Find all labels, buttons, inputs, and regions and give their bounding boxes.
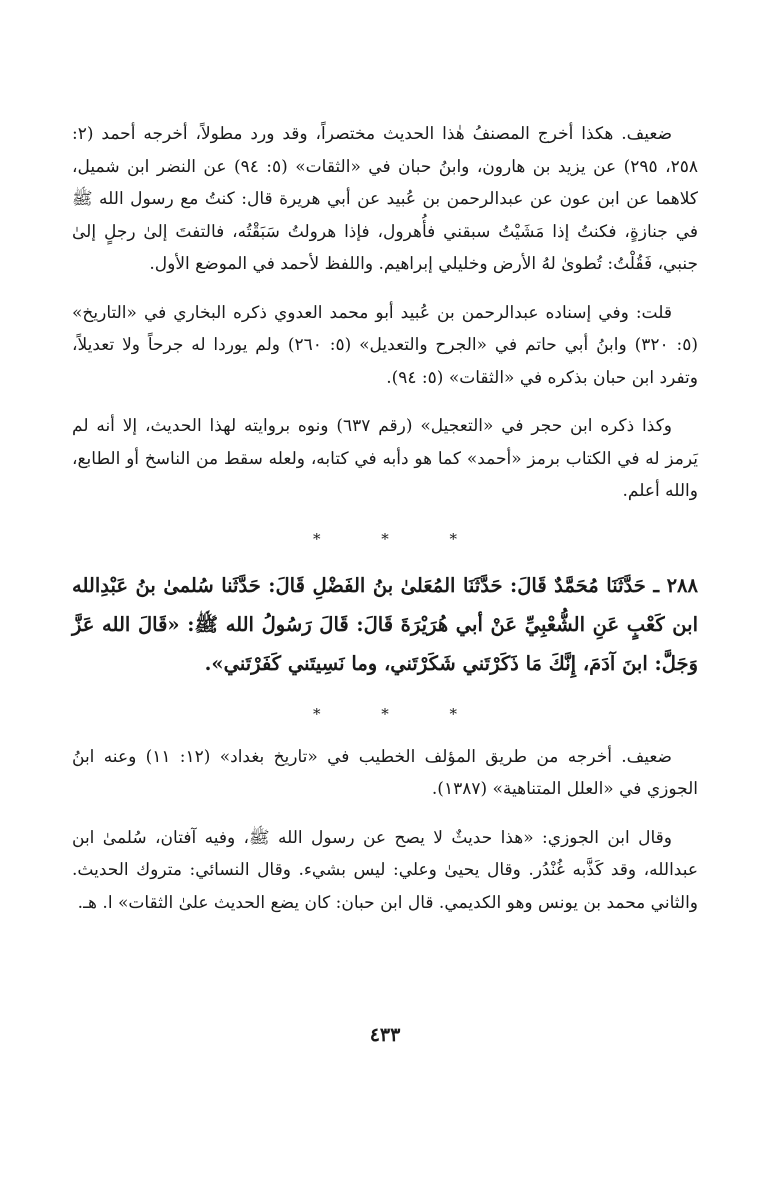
page-number: ٤٣٣ bbox=[369, 1024, 401, 1046]
separator-stars-2: * * * bbox=[312, 704, 486, 723]
paragraph-ibn-jawzi: وقال ابن الجوزي: «هذا حديثٌ لا يصح عن رسول الله ﷺ، وفيه آفتان، سُلمىٰ ابن عبدالله، وقد كَذَّبه غُنْدُر. وقال يحيىٰ وعلي: ليس بشيء. وقال النسائي: متروك الحديث. والثاني محمد بن يونس وهو الكديمي. قال ابن حبان: كان يضع الحديث علىٰ الثقات» ا. هـ. bbox=[72, 827, 698, 913]
paragraph-takhrij-2: ضعيف. أخرجه من طريق المؤلف الخطيب في «تاريخ بغداد» (١٢: ١١) وعنه ابنُ الجوزي في «العلل المتناهية» (١٣٨٧). bbox=[72, 746, 698, 799]
page-body bbox=[72, 118, 698, 919]
paragraph-note: وكذا ذكره ابن حجر في «التعجيل» (رقم ٦٣٧) ونوه بروايته لهذا الحديث، إلا أنه لم يَرمز له في الكتاب برمز «أحمد» كما هو دأبه في كتابه، ولعله سقط من الناسخ أو الطابع، والله أعلم. bbox=[72, 416, 698, 501]
paragraph-takhrij: ضعيف. هكذا أخرج المصنفُ هٰذا الحديث مختصراً، وقد ورد مطولاً، أخرجه أحمد (٢: ٢٥٨، ٢٩٥) عن يزيد بن هارون، وابنُ حبان في «الثقات» (٥: ٩٤) عن النضر ابن شميل، كلاهما عن ابن عون عن عبدالرحمن بن عُبيد عن أبي هريرة قال: كنتُ مع رسول الله ﷺ في جنازةٍ، فكنتُ إذا مَشَيْتُ سبقني فأُهرول، فإذا هرولتُ سَبَقْتُه، فالتفتَ إلىٰ رجلٍ إلىٰ جنبي، فَقُلْتُ: تُطوىٰ لهُ الأرض وخليلي إبراهيم. واللفظ لأحمد في الموضع الأول. bbox=[72, 124, 699, 274]
separator-stars: * * * bbox=[312, 529, 486, 548]
paragraph-comment: قلت: وفي إسناده عبدالرحمن بن عُبيد أبو محمد العدوي ذكره البخاري في «التاريخ» (٥: ٣٢٠) وابنُ أبي حاتم في «الجرح والتعديل» (٥: ٢٦٠) ولم يوردا له جرحاً ولا تعديلاً، وتفرد ابن حبان بذكره في «الثقات» (٥: ٩٤). bbox=[72, 302, 698, 388]
hadith-text: ٢٨٨ ـ حَدَّثَنَا مُحَمَّدٌ قَالَ: حَدَّثَنَا المُعَلىٰ بنُ الفَضْلِ قَالَ: حَدَّثَنا سُلمىٰ بنُ عَبْدِالله ابن كَعْبٍ عَنِ الشُّعْبِيِّ عَنْ أبي هُرَيْرَةَ قَالَ: قَالَ رَسُولُ الله ﷺ: «قَالَ الله عَزَّ وَجَلَّ: ابنَ آدَمَ، إِنَّكَ مَا ذَكَرْتَني شَكَرْتَني، وما نَسِيتَني كَفَرْتَني». bbox=[72, 573, 698, 675]
